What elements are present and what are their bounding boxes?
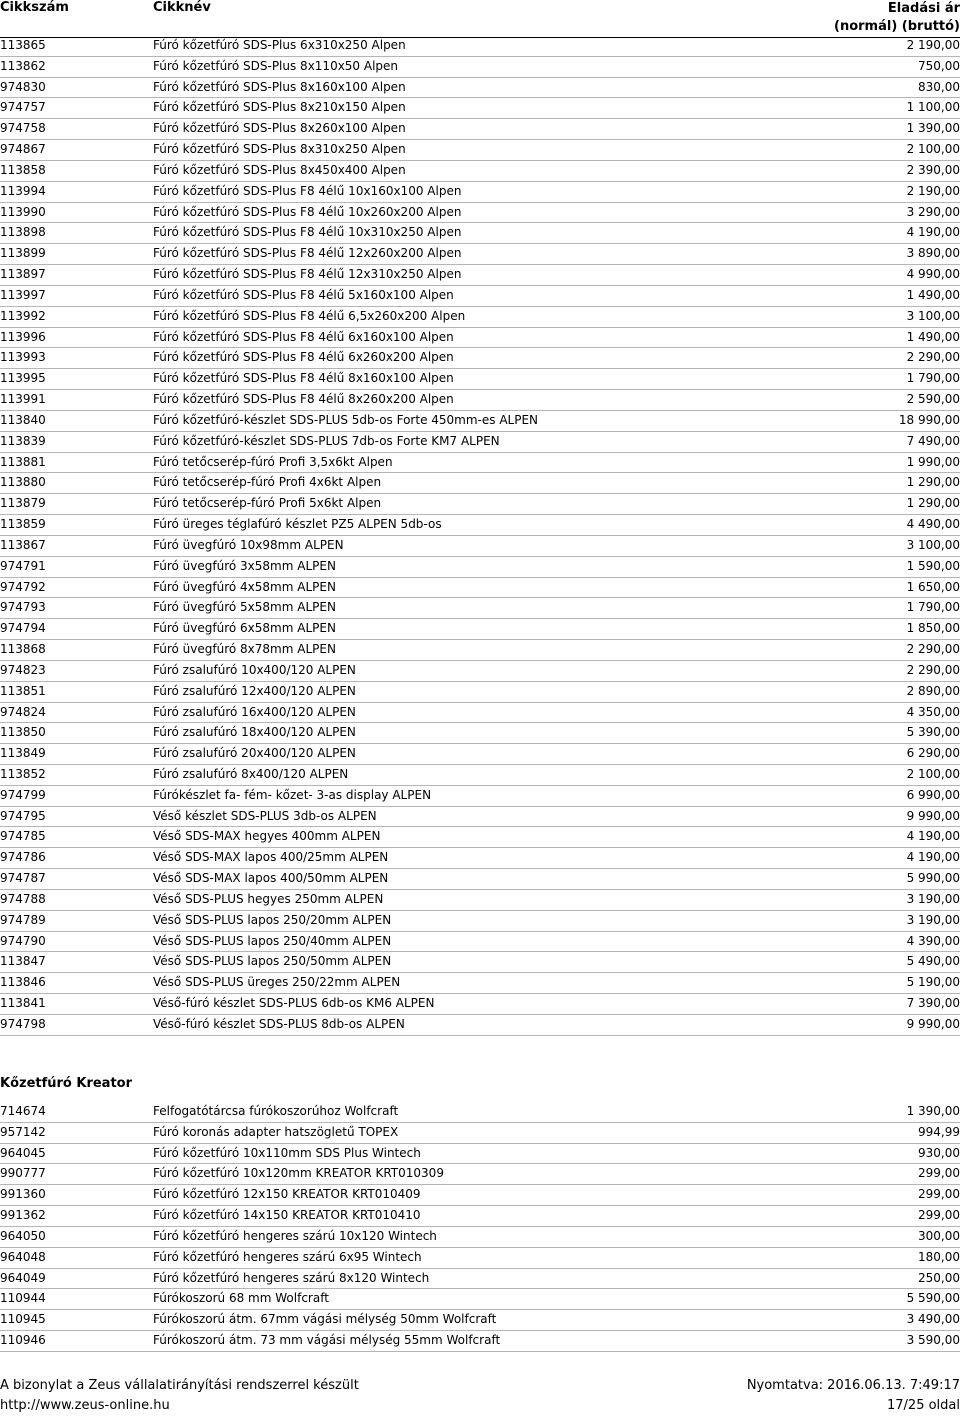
item-name: Véső készlet SDS-PLUS 3db-os ALPEN (153, 808, 377, 823)
table-row (0, 578, 960, 599)
table-row (0, 244, 960, 265)
item-price: 1 290,00 (906, 496, 960, 511)
table-row (0, 911, 960, 932)
item-code: 957142 (0, 1124, 46, 1139)
item-code: 110945 (0, 1312, 46, 1327)
item-code: 113840 (0, 412, 46, 427)
item-price: 1 490,00 (906, 287, 960, 302)
item-name: Fúró zsalufúró 12x400/120 ALPEN (153, 683, 356, 698)
item-price: 3 190,00 (906, 912, 960, 927)
item-code: 113991 (0, 392, 46, 407)
item-price: 750,00 (918, 58, 960, 73)
item-code: 113881 (0, 454, 46, 469)
item-name: Fúró kőzetfúró 10x110mm SDS Plus Wintech (153, 1145, 421, 1160)
item-code: 113850 (0, 725, 46, 740)
table-row (0, 57, 960, 78)
item-price: 7 490,00 (906, 433, 960, 448)
item-code: 974757 (0, 100, 46, 115)
item-price: 4 190,00 (906, 829, 960, 844)
item-name: Fúró tetőcserép-fúró Profi 3,5x6kt Alpen (153, 454, 393, 469)
item-code: 974785 (0, 829, 46, 844)
table-row (0, 453, 960, 474)
item-price: 4 190,00 (906, 225, 960, 240)
item-price: 5 590,00 (906, 1291, 960, 1306)
item-name: Fúró kőzetfúró SDS-Plus F8 4élű 8x160x100 Alpen (153, 371, 454, 386)
item-name: Fúró kőzetfúró SDS-Plus 8x450x400 Alpen (153, 162, 406, 177)
item-name: Fúró koronás adapter hatszögletű TOPEX (153, 1124, 399, 1139)
item-name: Véső SDS-MAX lapos 400/25mm ALPEN (153, 850, 389, 865)
item-price: 4 190,00 (906, 850, 960, 865)
table-row (0, 640, 960, 661)
table-row (0, 619, 960, 640)
item-name: Fúró kőzetfúró SDS-Plus F8 4élű 8x260x200 Alpen (153, 392, 454, 407)
item-name: Véső SDS-MAX hegyes 400mm ALPEN (153, 829, 381, 844)
item-price: 2 190,00 (906, 38, 960, 52)
item-code: 113995 (0, 371, 46, 386)
item-code: 974795 (0, 808, 46, 823)
item-name: Fúró kőzetfúró SDS-Plus F8 4élű 10x160x100 Alpen (153, 183, 462, 198)
item-code: 974788 (0, 891, 46, 906)
product-list-kreator (0, 1102, 960, 1352)
table-row (0, 1227, 960, 1248)
item-code: 113897 (0, 267, 46, 282)
item-name: Fúrókoszorú átm. 73 mm vágási mélység 55mm Wolfcraft (153, 1333, 501, 1348)
item-code: 113851 (0, 683, 46, 698)
item-price: 2 890,00 (906, 683, 960, 698)
table-row (0, 36, 960, 57)
item-code: 113994 (0, 183, 46, 198)
item-code: 113997 (0, 287, 46, 302)
item-name: Fúrókoszorú 68 mm Wolfcraft (153, 1291, 329, 1306)
table-row (0, 932, 960, 953)
item-name: Fúrókészlet fa- fém- kőzet- 3-as display ALPEN (153, 787, 432, 802)
item-name: Fúró üvegfúró 5x58mm ALPEN (153, 600, 336, 615)
item-name: Fúró üvegfúró 6x58mm ALPEN (153, 621, 336, 636)
item-code: 974867 (0, 142, 46, 157)
item-name: Fúró üvegfúró 3x58mm ALPEN (153, 558, 336, 573)
table-row (0, 411, 960, 432)
item-price: 2 290,00 (906, 350, 960, 365)
item-code: 113846 (0, 975, 46, 990)
item-code: 991362 (0, 1208, 46, 1223)
table-row (0, 682, 960, 703)
item-name: Fúró kőzetfúró SDS-Plus F8 4élű 5x160x100 Alpen (153, 287, 454, 302)
item-code: 974792 (0, 579, 46, 594)
table-row (0, 536, 960, 557)
table-row (0, 1164, 960, 1185)
column-header-price (834, 0, 960, 36)
table-row (0, 182, 960, 203)
footer-url[interactable]: http://www.zeus-online.hu (0, 1398, 170, 1413)
table-row (0, 807, 960, 828)
table-row (0, 515, 960, 536)
item-price: 4 990,00 (906, 267, 960, 282)
item-code: 113868 (0, 642, 46, 657)
item-name: Fúró üvegfúró 10x98mm ALPEN (153, 537, 344, 552)
item-name: Fúró kőzetfúró-készlet SDS-PLUS 7db-os Forte KM7 ALPEN (153, 433, 500, 448)
item-name: Fúrókoszorú átm. 67mm vágási mélység 50mm Wolfcraft (153, 1312, 497, 1327)
item-name: Véső SDS-PLUS lapos 250/50mm ALPEN (153, 954, 392, 969)
table-row (0, 286, 960, 307)
item-name: Fúró kőzetfúró SDS-Plus F8 4élű 6x160x100 Alpen (153, 329, 454, 344)
item-code: 964050 (0, 1228, 46, 1243)
table-row (0, 744, 960, 765)
table-row (0, 952, 960, 973)
table-row (0, 827, 960, 848)
table-row (0, 1015, 960, 1036)
table-row (0, 703, 960, 724)
item-price: 250,00 (918, 1270, 960, 1285)
footer-printed: Nyomtatva: 2016.06.13. 7:49:17 (746, 1378, 960, 1393)
table-row (0, 432, 960, 453)
item-price: 1 790,00 (906, 371, 960, 386)
table-row (0, 1310, 960, 1331)
column-header-name: Cikknév (153, 0, 211, 15)
item-name: Fúró kőzetfúró SDS-Plus F8 4élű 12x310x250 Alpen (153, 267, 462, 282)
table-row (0, 1123, 960, 1144)
item-price: 7 390,00 (906, 996, 960, 1011)
table-row (0, 223, 960, 244)
item-code: 113849 (0, 746, 46, 761)
item-code: 113862 (0, 58, 46, 73)
item-name: Fúró kőzetfúró SDS-Plus 8x310x250 Alpen (153, 142, 406, 157)
table-row (0, 348, 960, 369)
item-price: 300,00 (918, 1228, 960, 1243)
item-name: Fúró kőzetfúró 10x120mm KREATOR KRT010309 (153, 1166, 444, 1181)
item-code: 113996 (0, 329, 46, 344)
table-row (0, 869, 960, 890)
item-price: 3 100,00 (906, 308, 960, 323)
footer-page-number: 17/25 oldal (887, 1398, 960, 1413)
item-price: 3 890,00 (906, 246, 960, 261)
item-name: Véső SDS-PLUS lapos 250/20mm ALPEN (153, 912, 392, 927)
item-name: Fúró zsalufúró 16x400/120 ALPEN (153, 704, 356, 719)
item-price: 1 850,00 (906, 621, 960, 636)
item-price: 9 990,00 (906, 808, 960, 823)
item-price: 180,00 (918, 1249, 960, 1264)
table-row (0, 661, 960, 682)
item-name: Fúró kőzetfúró hengeres szárú 8x120 Wintech (153, 1270, 430, 1285)
table-row (0, 119, 960, 140)
item-code: 113993 (0, 350, 46, 365)
item-code: 974824 (0, 704, 46, 719)
item-price: 3 190,00 (906, 891, 960, 906)
table-row (0, 161, 960, 182)
item-code: 990777 (0, 1166, 46, 1181)
item-price: 1 290,00 (906, 475, 960, 490)
item-price: 2 100,00 (906, 766, 960, 781)
table-row (0, 390, 960, 411)
item-price: 299,00 (918, 1166, 960, 1181)
item-price: 4 490,00 (906, 517, 960, 532)
table-row (0, 1206, 960, 1227)
item-code: 113859 (0, 517, 46, 532)
item-code: 113839 (0, 433, 46, 448)
item-code: 974794 (0, 621, 46, 636)
item-price: 4 350,00 (906, 704, 960, 719)
item-name: Fúró kőzetfúró 12x150 KREATOR KRT010409 (153, 1187, 421, 1202)
table-row (0, 973, 960, 994)
table-row (0, 328, 960, 349)
table-row (0, 1185, 960, 1206)
item-price: 2 590,00 (906, 392, 960, 407)
item-code: 974798 (0, 1016, 46, 1031)
item-price: 9 990,00 (906, 1016, 960, 1031)
item-code: 974830 (0, 79, 46, 94)
item-name: Fúró kőzetfúró SDS-Plus F8 4élű 12x260x200 Alpen (153, 246, 462, 261)
table-row (0, 265, 960, 286)
item-name: Véső-fúró készlet SDS-PLUS 6db-os KM6 ALPEN (153, 996, 435, 1011)
table-row (0, 557, 960, 578)
item-code: 974789 (0, 912, 46, 927)
item-price: 5 190,00 (906, 975, 960, 990)
item-price: 4 390,00 (906, 933, 960, 948)
item-price: 1 390,00 (906, 121, 960, 136)
item-price: 830,00 (918, 79, 960, 94)
item-code: 113898 (0, 225, 46, 240)
item-code: 110946 (0, 1333, 46, 1348)
item-code: 964048 (0, 1249, 46, 1264)
footer-note: A bizonylat a Zeus vállalatirányítási rendszerrel készült (0, 1378, 359, 1393)
item-name: Fúró zsalufúró 8x400/120 ALPEN (153, 766, 349, 781)
item-code: 974793 (0, 600, 46, 615)
table-row (0, 765, 960, 786)
item-name: Fúró kőzetfúró SDS-Plus F8 4élű 6x260x200 Alpen (153, 350, 454, 365)
table-row (0, 1248, 960, 1269)
table-row (0, 994, 960, 1015)
item-name: Fúró tetőcserép-fúró Profi 4x6kt Alpen (153, 475, 382, 490)
item-price: 5 490,00 (906, 954, 960, 969)
item-name: Fúró kőzetfúró SDS-Plus 8x210x150 Alpen (153, 100, 406, 115)
item-code: 974790 (0, 933, 46, 948)
item-code: 113865 (0, 38, 46, 52)
table-header (0, 0, 960, 38)
item-name: Fúró üvegfúró 4x58mm ALPEN (153, 579, 336, 594)
item-name: Fúró kőzetfúró SDS-Plus F8 4élű 6,5x260x200 Alpen (153, 308, 466, 323)
table-row (0, 369, 960, 390)
item-price: 1 490,00 (906, 329, 960, 344)
item-code: 113847 (0, 954, 46, 969)
table-row (0, 1102, 960, 1123)
item-name: Fúró kőzetfúró SDS-Plus 8x110x50 Alpen (153, 58, 399, 73)
product-list-main (0, 36, 960, 1036)
item-name: Fúró tetőcserép-fúró Profi 5x6kt Alpen (153, 496, 382, 511)
table-row (0, 203, 960, 224)
item-name: Fúró kőzetfúró SDS-Plus 8x160x100 Alpen (153, 79, 406, 94)
item-name: Véső SDS-PLUS hegyes 250mm ALPEN (153, 891, 384, 906)
table-row (0, 1269, 960, 1290)
item-price: 3 490,00 (906, 1312, 960, 1327)
item-name: Fúró zsalufúró 20x400/120 ALPEN (153, 746, 356, 761)
item-code: 113858 (0, 162, 46, 177)
item-code: 974823 (0, 662, 46, 677)
item-price: 1 590,00 (906, 558, 960, 573)
footer-left (0, 1376, 359, 1416)
item-code: 113852 (0, 766, 46, 781)
column-header-price-line2: (normál) (bruttó) (834, 19, 960, 34)
item-code: 113841 (0, 996, 46, 1011)
item-name: Fúró kőzetfúró 14x150 KREATOR KRT010410 (153, 1208, 421, 1223)
item-code: 991360 (0, 1187, 46, 1202)
item-price: 930,00 (918, 1145, 960, 1160)
table-row (0, 1331, 960, 1352)
item-price: 6 990,00 (906, 787, 960, 802)
item-name: Fúró kőzetfúró hengeres szárú 6x95 Wintech (153, 1249, 422, 1264)
table-row (0, 786, 960, 807)
item-price: 2 290,00 (906, 662, 960, 677)
item-name: Véső-fúró készlet SDS-PLUS 8db-os ALPEN (153, 1016, 405, 1031)
item-price: 3 100,00 (906, 537, 960, 552)
item-code: 113899 (0, 246, 46, 261)
item-code: 113992 (0, 308, 46, 323)
item-name: Fúró zsalufúró 18x400/120 ALPEN (153, 725, 356, 740)
item-price: 1 390,00 (906, 1104, 960, 1118)
table-row (0, 1144, 960, 1165)
item-price: 5 390,00 (906, 725, 960, 740)
item-price: 2 290,00 (906, 642, 960, 657)
table-row (0, 78, 960, 99)
table-row (0, 848, 960, 869)
item-name: Fúró kőzetfúró SDS-Plus 6x310x250 Alpen (153, 38, 406, 52)
item-name: Fúró kőzetfúró-készlet SDS-PLUS 5db-os Forte 450mm-es ALPEN (153, 412, 539, 427)
item-name: Véső SDS-PLUS lapos 250/40mm ALPEN (153, 933, 392, 948)
table-row (0, 473, 960, 494)
item-code: 974791 (0, 558, 46, 573)
table-row (0, 98, 960, 119)
item-code: 964045 (0, 1145, 46, 1160)
item-name: Fúró zsalufúró 10x400/120 ALPEN (153, 662, 356, 677)
item-name: Véső SDS-PLUS üreges 250/22mm ALPEN (153, 975, 401, 990)
table-row (0, 890, 960, 911)
item-price: 3 290,00 (906, 204, 960, 219)
item-price: 994,99 (918, 1124, 960, 1139)
item-price: 6 290,00 (906, 746, 960, 761)
item-price: 299,00 (918, 1208, 960, 1223)
item-name: Fúró kőzetfúró SDS-Plus F8 4élű 10x260x200 Alpen (153, 204, 462, 219)
column-header-price-line1: Eladási ár (887, 1, 960, 16)
column-header-code: Cikkszám (0, 0, 69, 15)
item-code: 974787 (0, 871, 46, 886)
item-code: 974758 (0, 121, 46, 136)
table-row (0, 494, 960, 515)
item-price: 3 590,00 (906, 1333, 960, 1348)
item-code: 113867 (0, 537, 46, 552)
table-row (0, 598, 960, 619)
table-row (0, 1289, 960, 1310)
item-price: 1 790,00 (906, 600, 960, 615)
item-name: Véső SDS-MAX lapos 400/50mm ALPEN (153, 871, 389, 886)
item-price: 1 650,00 (906, 579, 960, 594)
item-name: Fúró kőzetfúró hengeres szárú 10x120 Wintech (153, 1228, 437, 1243)
item-code: 974799 (0, 787, 46, 802)
item-price: 2 190,00 (906, 183, 960, 198)
item-code: 714674 (0, 1104, 46, 1118)
item-code: 113879 (0, 496, 46, 511)
footer-right (747, 1376, 960, 1416)
item-code: 974786 (0, 850, 46, 865)
item-name: Felfogatótárcsa fúrókoszorúhoz Wolfcraft (153, 1104, 399, 1118)
item-name: Fúró üvegfúró 8x78mm ALPEN (153, 642, 336, 657)
item-price: 2 390,00 (906, 162, 960, 177)
item-price: 1 990,00 (906, 454, 960, 469)
item-name: Fúró kőzetfúró SDS-Plus 8x260x100 Alpen (153, 121, 406, 136)
item-name: Fúró kőzetfúró SDS-Plus F8 4élű 10x310x250 Alpen (153, 225, 462, 240)
item-price: 299,00 (918, 1187, 960, 1202)
table-row (0, 723, 960, 744)
table-row (0, 140, 960, 161)
item-code: 113990 (0, 204, 46, 219)
item-price: 1 100,00 (906, 100, 960, 115)
item-name: Fúró üreges téglafúró készlet PZ5 ALPEN 5db-os (153, 517, 442, 532)
item-price: 2 100,00 (906, 142, 960, 157)
item-price: 5 990,00 (906, 871, 960, 886)
item-price: 18 990,00 (898, 412, 960, 427)
table-row (0, 307, 960, 328)
item-code: 110944 (0, 1291, 46, 1306)
section-title: Kőzetfúró Kreator (0, 1076, 133, 1091)
item-code: 964049 (0, 1270, 46, 1285)
item-code: 113880 (0, 475, 46, 490)
